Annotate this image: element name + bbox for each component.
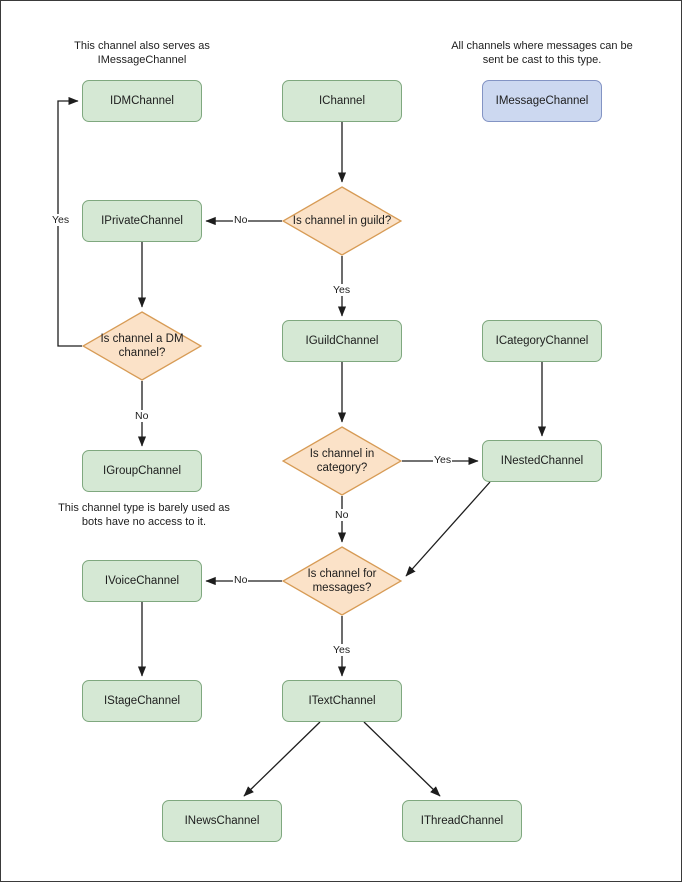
edge-label-yes-guild: Yes [333, 284, 351, 296]
node-iprivatechannel[interactable]: IPrivateChannel [82, 200, 202, 242]
edge-label-yes-category: Yes [434, 454, 452, 466]
node-inestedchannel[interactable]: INestedChannel [482, 440, 602, 482]
edge-label-no-category: No [335, 509, 349, 521]
node-ithreadchannel[interactable]: IThreadChannel [402, 800, 522, 842]
edge-label-yes-messages: Yes [333, 644, 351, 656]
node-inewschannel[interactable]: INewsChannel [162, 800, 282, 842]
edge-label-no-messages: No [234, 574, 248, 586]
note-imessagechannel-cast: All channels where messages can be sent be cast to this type. [451, 40, 633, 67]
decision-is-channel-dm[interactable] [82, 311, 202, 381]
edge-label-yes-dm: Yes [52, 214, 70, 226]
decision-label: Is channel in guild? [292, 214, 392, 227]
note-imessagechannel-dm: This channel also serves as IMessageChannel [74, 40, 210, 67]
decision-is-channel-for-messages[interactable] [282, 546, 402, 616]
node-istagechannel[interactable]: IStageChannel [82, 680, 202, 722]
node-igroupchannel[interactable]: IGroupChannel [82, 450, 202, 492]
node-itextchannel[interactable]: ITextChannel [282, 680, 402, 722]
decision-is-channel-in-category[interactable] [282, 426, 402, 496]
node-ichannel[interactable]: IChannel [282, 80, 402, 122]
decision-label: Is channel in category? [309, 447, 375, 474]
decision-label: Is channel a DM channel? [100, 332, 184, 359]
node-iguildchannel[interactable]: IGuildChannel [282, 320, 402, 362]
note-groupchannel: This channel type is barely used as bots have no access to it. [58, 502, 230, 529]
node-idmchannel[interactable]: IDMChannel [82, 80, 202, 122]
edge-label-no-dm: No [135, 410, 149, 422]
edge-label-no-guild: No [234, 214, 248, 226]
node-icategorychannel[interactable]: ICategoryChannel [482, 320, 602, 362]
node-imessagechannel[interactable]: IMessageChannel [482, 80, 602, 122]
decision-label: Is channel for messages? [307, 567, 377, 594]
decision-is-channel-in-guild[interactable] [282, 186, 402, 256]
node-ivoicechannel[interactable]: IVoiceChannel [82, 560, 202, 602]
